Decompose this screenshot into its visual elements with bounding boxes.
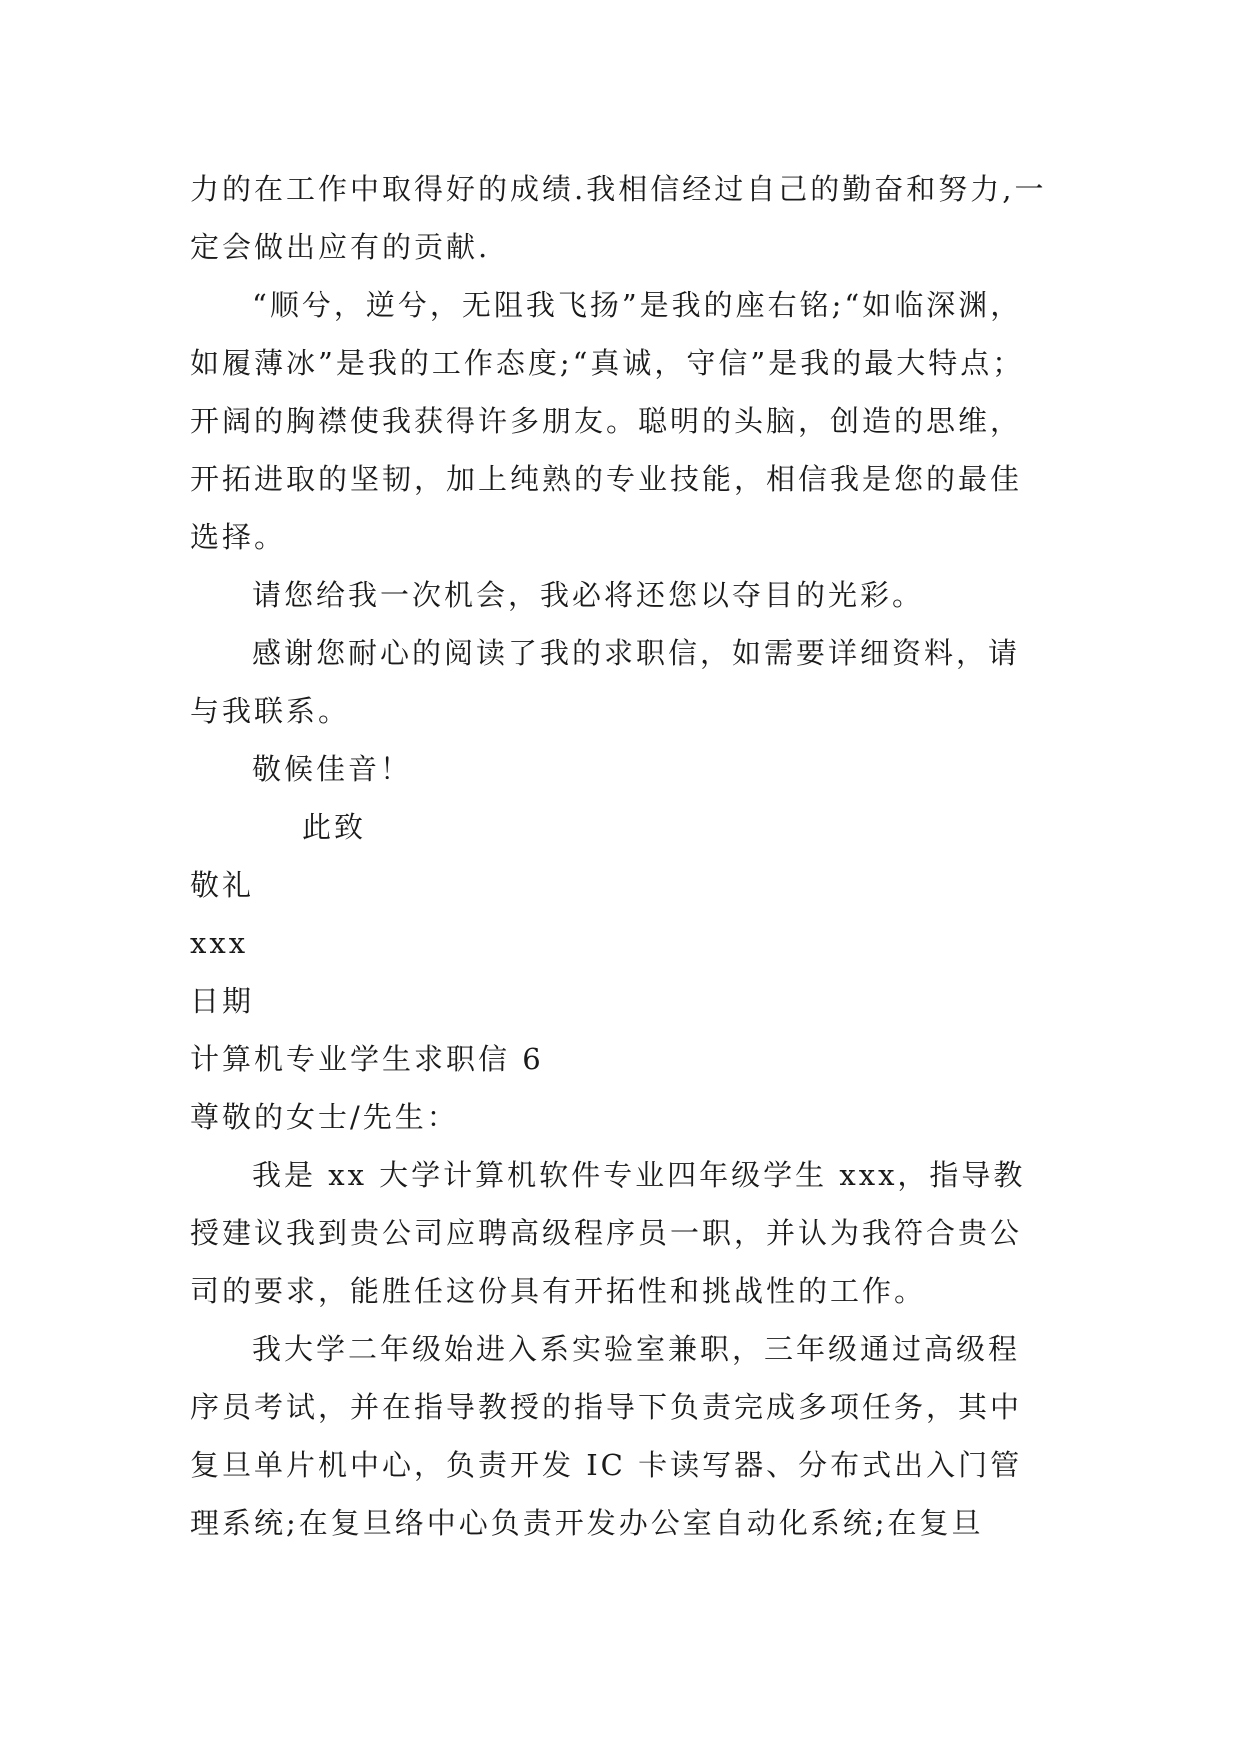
paragraph-continuation: 力的在工作中取得好的成绩.我相信经过自己的勤奋和努力,一定会做出应有的贡献. [190, 172, 1047, 264]
document-body [190, 160, 1050, 1552]
signature-date: 日期 [190, 984, 255, 1018]
section-heading: 计算机专业学生求职信 6 [190, 1042, 544, 1076]
closing-regards: 敬礼 [190, 868, 255, 902]
paragraph-experience: 我大学二年级始进入系实验室兼职，三年级通过高级程序员考试，并在指导教授的指导下负责完成多项任务，其中复旦单片机中心，负责开发 IC 卡读写器、分布式出入门管理系统;在复旦络中心负责开发办公室自动化系统;在复旦 [190, 1332, 1023, 1540]
paragraph-motto: “顺兮，逆兮，无阻我飞扬”是我的座右铭;“如临深渊，如履薄冰”是我的工作态度;“真诚，守信”是我的最大特点；开阔的胸襟使我获得许多朋友。聪明的头脑，创造的思维，开拓进取的坚韧，加上纯熟的专业技能，相信我是您的最佳选择。 [190, 288, 1025, 554]
closing-salutation: 此致 [302, 810, 367, 844]
letter-greeting: 尊敬的女士/先生： [190, 1100, 459, 1134]
paragraph-introduction: 我是 xx 大学计算机软件专业四年级学生 xxx，指导教授建议我到贵公司应聘高级程序员一职，并认为我符合贵公司的要求，能胜任这份具有开拓性和挑战性的工作。 [190, 1158, 1026, 1308]
paragraph-thanks: 感谢您耐心的阅读了我的求职信，如需要详细资料，请与我联系。 [190, 636, 1021, 728]
paragraph-await: 敬候佳音！ [252, 752, 413, 786]
paragraph-request: 请您给我一次机会，我必将还您以夺目的光彩。 [252, 578, 925, 612]
signature-name: xxx [190, 926, 249, 960]
